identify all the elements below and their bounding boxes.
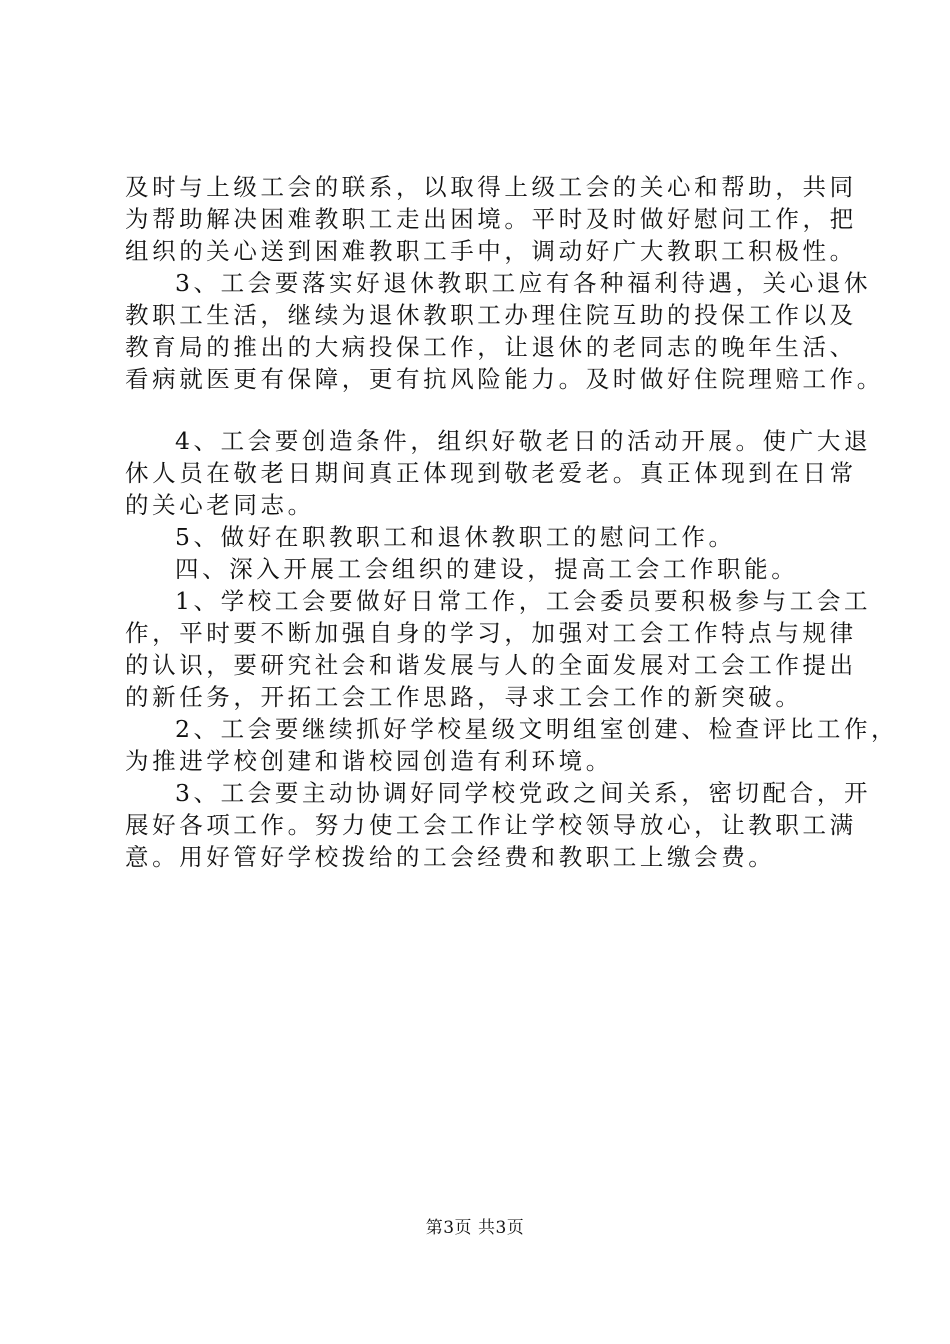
page-footer: [0, 1216, 950, 1240]
paragraph-start-line: 3、工会要落实好退休教职工应有各种福利待遇，关心退休: [175, 269, 872, 297]
document-body: [125, 171, 899, 873]
paragraph-start-line: 1、学校工会要做好日常工作，工会委员要积极参与工会工: [175, 587, 872, 615]
paragraph-start-line: 2、工会要继续抓好学校星级文明组室创建、检查评比工作，: [175, 715, 899, 743]
text-line: 作，平时要不断加强自身的学习，加强对工会工作特点与规律: [125, 619, 857, 647]
text-line: 的认识，要研究社会和谐发展与人的全面发展对工会工作提出: [125, 651, 857, 679]
text-line: 组织的关心送到困难教职工手中，调动好广大教职工积极性。: [125, 237, 857, 265]
text-line: 展好各项工作。努力使工会工作让学校领导放心，让教职工满: [125, 811, 857, 839]
text-line: 的新任务，开拓工会工作思路，寻求工会工作的新突破。: [125, 683, 803, 711]
paragraph-start-line: 4、工会要创造条件，组织好敬老日的活动开展。使广大退: [175, 427, 872, 455]
section-heading: 四、深入开展工会组织的建设，提高工会工作职能。: [175, 555, 799, 583]
text-line: 为推进学校创建和谐校园创造有利环境。: [125, 747, 613, 775]
text-line: 教育局的推出的大病投保工作，让退休的老同志的晚年生活、: [125, 333, 857, 361]
text-line: 教职工生活，继续为退休教职工办理住院互助的投保工作以及: [125, 301, 857, 329]
text-line: 为帮助解决困难教职工走出困境。平时及时做好慰问工作，把: [125, 205, 857, 233]
page-number: 第3页 共3页: [425, 1218, 525, 1238]
text-line: 看病就医更有保障，更有抗风险能力。及时做好住院理赔工作。: [125, 365, 884, 393]
text-line: 的关心老同志。: [125, 491, 315, 519]
text-line: 及时与上级工会的联系，以取得上级工会的关心和帮助，共同: [125, 173, 857, 201]
text-line: 休人员在敬老日期间真正体现到敬老爱老。真正体现到在日常: [125, 459, 857, 487]
paragraph-start-line: 5、做好在职教职工和退休教职工的慰问工作。: [175, 523, 736, 551]
paragraph-start-line: 3、工会要主动协调好同学校党政之间关系，密切配合，开: [175, 779, 872, 807]
text-line: 意。用好管好学校拨给的工会经费和教职工上缴会费。: [125, 843, 776, 871]
